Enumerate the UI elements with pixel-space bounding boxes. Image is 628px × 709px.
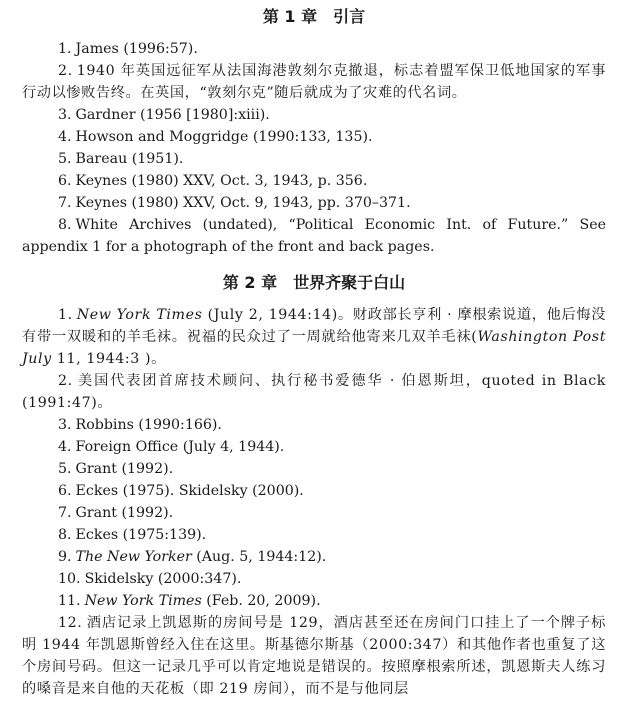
note-number: 4. [58, 129, 72, 145]
note-item [22, 546, 606, 568]
note-number: 11. [58, 593, 81, 609]
note-text: Eckes (1975:139). [75, 527, 207, 543]
note-item [22, 436, 606, 458]
note-item [22, 568, 606, 590]
note-text: Howson and Moggridge (1990:133, 135). [75, 129, 373, 145]
note-number: 8. [58, 217, 72, 233]
note-number: 9. [58, 549, 72, 565]
note-item [22, 370, 606, 414]
note-text: (Feb. 20, 2009). [201, 593, 321, 609]
note-item [22, 502, 606, 524]
note-item [22, 214, 606, 258]
chapter-1-title: 第 1 章 引言 [262, 7, 366, 26]
note-text: James (1996:57). [75, 41, 198, 57]
note-number: 10. [58, 571, 81, 587]
note-number: 2. [58, 373, 73, 389]
note-number: 2. [58, 63, 73, 79]
note-text: (July 2, 1944:14)。财政部长亨利 · 摩根索说道，他后悔没有带一双暖和的羊毛袜。祝福的民众过了一周就给他寄来几双羊毛袜( [22, 307, 606, 345]
note-text: Grant (1992). [75, 461, 174, 477]
note-number: 7. [58, 505, 72, 521]
note-item [22, 60, 606, 104]
note-text: Keynes (1980) XXV, Oct. 9, 1943, pp. 370–371. [75, 195, 411, 211]
chapter-2-title: 第 2 章 世界齐聚于白山 [222, 273, 406, 292]
note-item [22, 480, 606, 502]
note-item [22, 126, 606, 148]
note-number: 5. [58, 151, 72, 167]
note-text: Skidelsky (2000:347). [84, 571, 242, 587]
publication-title: Washington Post July [22, 329, 606, 367]
note-item [22, 192, 606, 214]
note-text: Gardner (1956 [1980]:xiii). [75, 107, 270, 123]
note-text: 1940 年英国远征军从法国海港敦刻尔克撤退，标志着盟军保卫低地国家的军事行动以惨败告终。在英国，“敦刻尔克”随后就成为了灾难的代名词。 [22, 63, 606, 101]
note-item [22, 170, 606, 192]
note-number: 3. [58, 107, 72, 123]
note-item [22, 104, 606, 126]
note-text: 美国代表团首席技术顾问、执行秘书爱德华 · 伯恩斯坦，quoted in Black (1991:47)。 [22, 373, 606, 411]
note-item [22, 148, 606, 170]
note-text: 酒店记录上凯恩斯的房间号是 129，酒店甚至还在房间门口挂上了一个牌子标明 1944 年凯恩斯曾经入住在这里。斯基德尔斯基（2000:347）和其他作者也重复了这个房间号码。但这一记录几乎可以肯定地说是错误的。按照摩根索所述，凯恩斯夫人练习的嗓音是来自他的天花板（即 219 房间），而不是与他同层 [22, 615, 606, 697]
publication-title: New York Times [76, 307, 203, 323]
note-text: 11, 1944:3 )。 [51, 351, 166, 367]
note-number: 8. [58, 527, 72, 543]
note-item [22, 524, 606, 546]
note-text: Bareau (1951). [75, 151, 184, 167]
note-text: Eckes (1975). Skidelsky (2000). [75, 483, 304, 499]
note-item [22, 414, 606, 436]
note-number: 12. [58, 615, 83, 631]
publication-title: The New Yorker [75, 549, 192, 565]
note-number: 4. [58, 439, 72, 455]
note-text: Grant (1992). [75, 505, 174, 521]
chapter-2-notes [22, 304, 606, 700]
note-item [22, 38, 606, 60]
chapter-1-notes [22, 38, 606, 258]
note-item [22, 458, 606, 480]
note-text: White Archives (undated), “Political Economic Int. of Future.” See appendix 1 for a photograph of the front and back pages. [22, 217, 606, 255]
note-text: Keynes (1980) XXV, Oct. 3, 1943, p. 356. [75, 173, 368, 189]
note-text: Robbins (1990:166). [75, 417, 222, 433]
publication-title: New York Times [84, 593, 202, 609]
note-item [22, 304, 606, 370]
note-text: (Aug. 5, 1944:12). [191, 549, 327, 565]
note-text: Foreign Office (July 4, 1944). [75, 439, 285, 455]
note-number: 3. [58, 417, 72, 433]
note-number: 7. [58, 195, 72, 211]
note-number: 6. [58, 483, 72, 499]
note-number: 1. [58, 307, 73, 323]
note-number: 6. [58, 173, 72, 189]
note-item [22, 590, 606, 612]
note-number: 1. [58, 41, 72, 57]
note-number: 5. [58, 461, 72, 477]
note-item [22, 612, 606, 700]
